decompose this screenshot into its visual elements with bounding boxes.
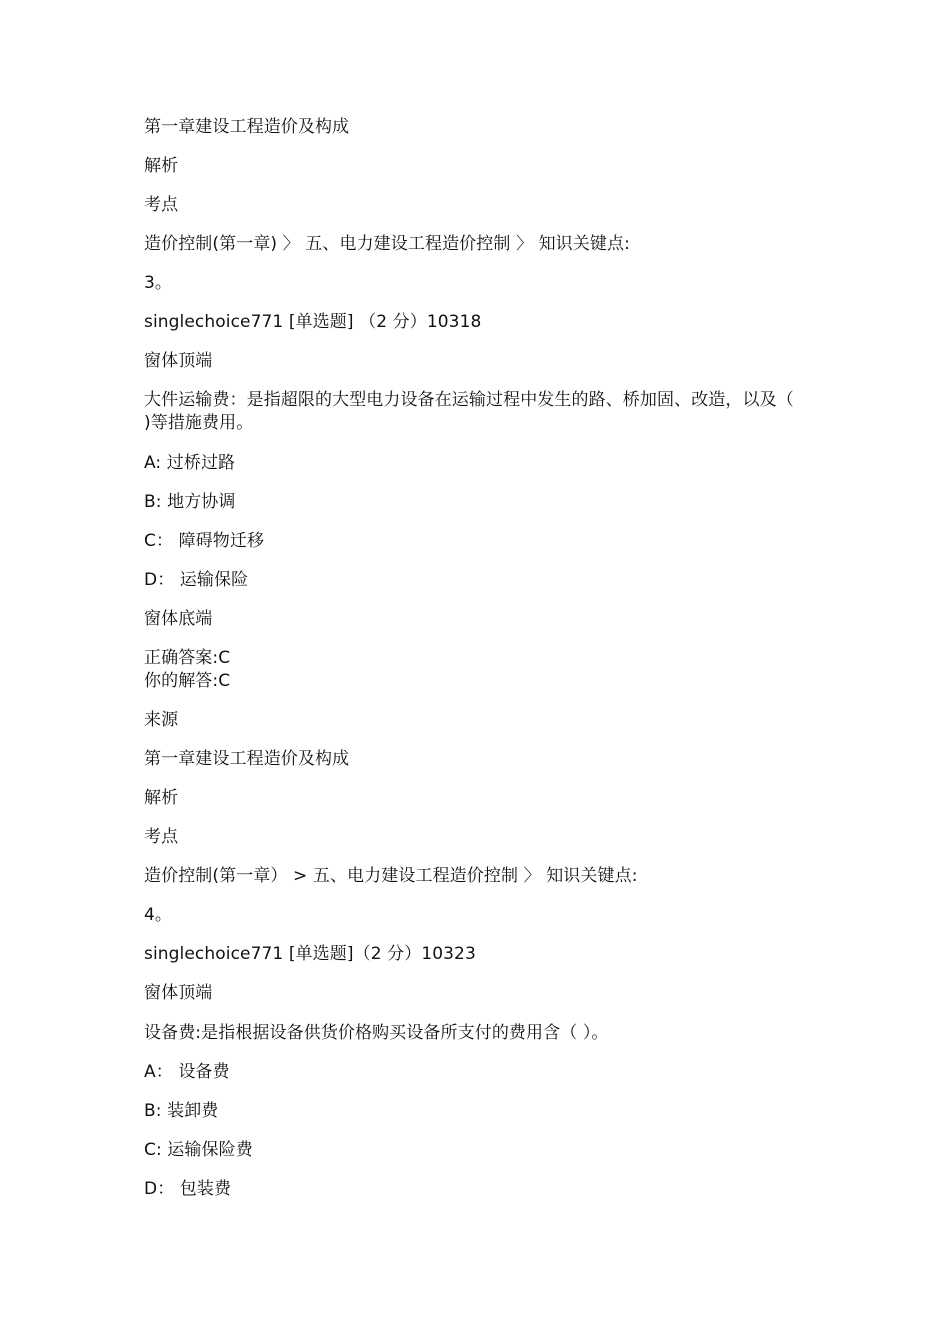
question-number: 4。: [144, 905, 173, 925]
option-d[interactable]: D： 包装费: [144, 1179, 232, 1199]
option-c[interactable]: C: 运输保险费: [144, 1140, 253, 1160]
source-label: 来源: [144, 710, 179, 730]
breadcrumb-path: 造价控制(第一章） > 五、电力建设工程造价控制 〉 知识关键点:: [144, 866, 638, 886]
option-a[interactable]: A: 过桥过路: [144, 453, 236, 473]
form-top-marker: 窗体顶端: [144, 983, 213, 1003]
option-d[interactable]: D： 运输保险: [144, 570, 249, 590]
your-answer: 你的解答:C: [144, 671, 231, 691]
question-stem: 设备费:是指根据设备供货价格购买设备所支付的费用含（ ）。: [144, 1023, 609, 1043]
analysis-label: 解析: [144, 788, 179, 808]
analysis-label: 解析: [144, 156, 179, 176]
form-bottom-marker: 窗体底端: [144, 609, 213, 629]
chapter-title: 第一章建设工程造价及构成: [144, 749, 350, 769]
key-point-label: 考点: [144, 195, 179, 215]
question-meta: singlechoice771 [单选题] （2 分）10318: [144, 312, 482, 332]
question-stem: 大件运输费：是指超限的大型电力设备在运输过程中发生的路、桥加固、改造，以及（ )等措施费用。: [144, 390, 794, 433]
option-c[interactable]: C： 障碍物迁移: [144, 531, 265, 551]
question-number: 3。: [144, 273, 173, 293]
option-a[interactable]: A： 设备费: [144, 1062, 230, 1082]
key-point-label: 考点: [144, 827, 179, 847]
chapter-title: 第一章建设工程造价及构成: [144, 117, 350, 137]
option-b[interactable]: B: 地方协调: [144, 492, 236, 512]
correct-answer: 正确答案:C: [144, 648, 231, 668]
option-b[interactable]: B: 装卸费: [144, 1101, 219, 1121]
question-meta: singlechoice771 [单选题]（2 分）10323: [144, 944, 476, 964]
form-top-marker: 窗体顶端: [144, 351, 213, 371]
breadcrumb-path: 造价控制(第一章) 〉 五、电力建设工程造价控制 〉 知识关键点:: [144, 234, 630, 254]
